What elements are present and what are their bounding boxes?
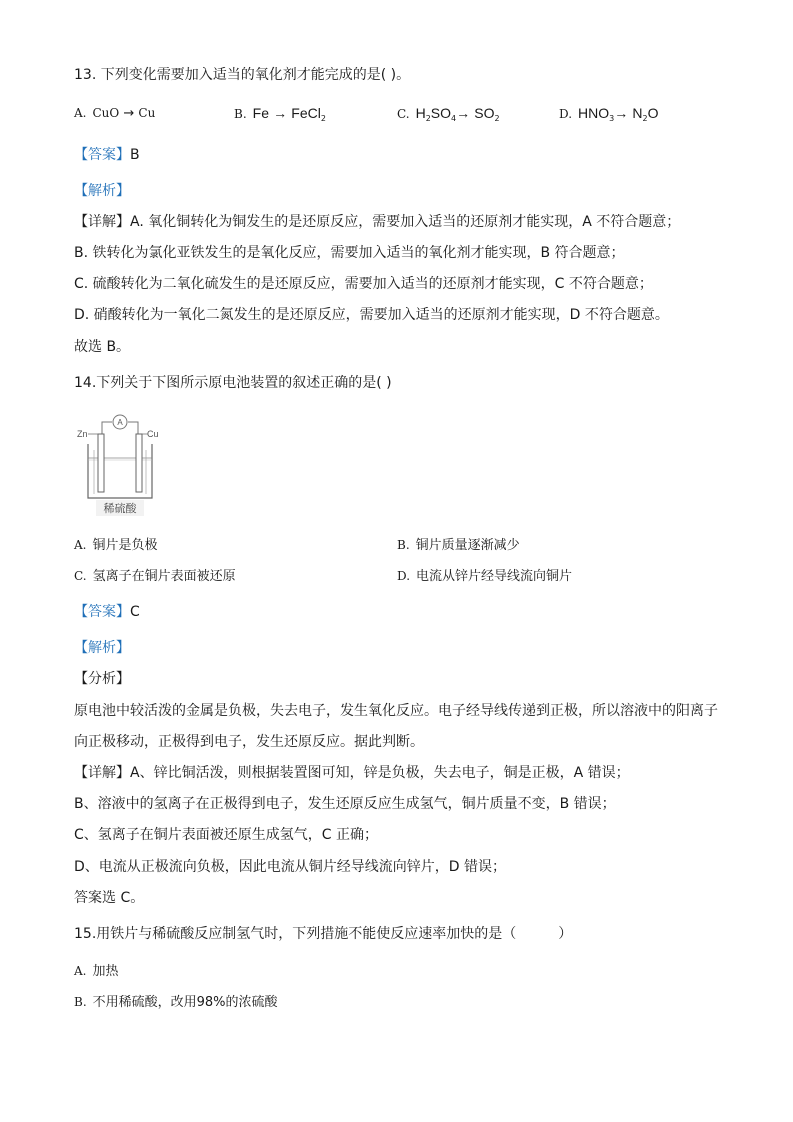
q14-detail-line: B、溶液中的氢离子在正极得到电子，发生还原反应生成氢气，铜片质量不变，B 错误； xyxy=(74,796,616,812)
galvanic-cell-diagram xyxy=(74,414,164,518)
q14-answer: 【答案】C xyxy=(74,604,140,620)
ammeter-label: A xyxy=(117,418,123,427)
q14-stem: 14.下列关于下图所示原电池装置的叙述正确的是( ) xyxy=(74,375,392,391)
q13-stem: 13. 下列变化需要加入适当的氧化剂才能完成的是( )。 xyxy=(74,67,411,83)
q14-analysis-sub-tag: 【分析】 xyxy=(74,671,130,687)
q13-detail-line: B. 铁转化为氯化亚铁发生的是氧化反应，需要加入适当的氧化剂才能实现，B 符合题意； xyxy=(74,245,625,261)
q14-option-a: A. 铜片是负极 xyxy=(74,538,158,553)
q13-detail-line: D. 硝酸转化为一氧化二氮发生的是还原反应，需要加入适当的还原剂才能实现，D 不符合题意。 xyxy=(74,307,669,323)
q14-detail-line: 【详解】A、锌比铜活泼，则根据装置图可知，锌是负极，失去电子，铜是正极，A 错误； xyxy=(74,765,630,781)
q14-analysis-line: 向正极移动，正极得到电子，发生还原反应。据此判断。 xyxy=(74,734,424,750)
galvanic-cell-figure xyxy=(74,414,164,518)
q13-option-b: B. Fe → FeCl$_2$ xyxy=(234,105,326,123)
zn-label: Zn xyxy=(77,429,88,439)
q13-answer: 【答案】B xyxy=(74,147,140,163)
q14-option-c: C. 氢离子在铜片表面被还原 xyxy=(74,569,236,584)
q13-option-c: C. $H_2SO_4\to SO_2$ xyxy=(397,105,500,123)
wire-left xyxy=(102,422,112,434)
q14-analysis-tag: 【解析】 xyxy=(74,640,130,656)
q14-option-b: B. 铜片质量逐渐减少 xyxy=(397,538,520,553)
q15-stem: 15.用铁片与稀硫酸反应制氢气时，下列措施不能使反应速率加快的是（ ） xyxy=(74,926,573,942)
cu-label: Cu xyxy=(147,429,159,439)
q13-detail-line: C. 硫酸转化为二氧化硫发生的是还原反应，需要加入适当的还原剂才能实现，C 不符合题意； xyxy=(74,276,653,292)
q15-option-a: A. 加热 xyxy=(74,964,119,979)
q13-option-a: A. CuO → Cu xyxy=(74,106,156,121)
q14-detail-line: D、电流从正极流向负极，因此电流从铜片经导线流向锌片，D 错误； xyxy=(74,859,507,875)
q13-option-d: D. $HNO_3\to N_2O$ xyxy=(559,105,659,123)
zn-electrode xyxy=(98,434,104,492)
wire-right xyxy=(128,422,138,434)
q14-analysis-line: 原电池中较活泼的金属是负极，失去电子，发生氧化反应。电子经导线传递到正极，所以溶液中的阳离子 xyxy=(74,703,718,719)
q13-detail-line: 故选 B。 xyxy=(74,339,131,355)
q15-option-b: B. 不用稀硫酸，改用98%的浓硫酸 xyxy=(74,995,278,1010)
q13-detail-line: 【详解】A. 氧化铜转化为铜发生的是还原反应，需要加入适当的还原剂才能实现，A 不符合题意； xyxy=(74,214,681,230)
q14-detail-line: C、氢离子在铜片表面被还原生成氢气，C 正确； xyxy=(74,827,378,843)
cu-electrode xyxy=(136,434,142,492)
q13-analysis-tag: 【解析】 xyxy=(74,183,130,199)
q14-option-d: D. 电流从锌片经导线流向铜片 xyxy=(397,569,573,584)
electrolyte-caption: 稀硫酸 xyxy=(103,503,137,515)
q14-detail-line: 答案选 C。 xyxy=(74,890,145,906)
